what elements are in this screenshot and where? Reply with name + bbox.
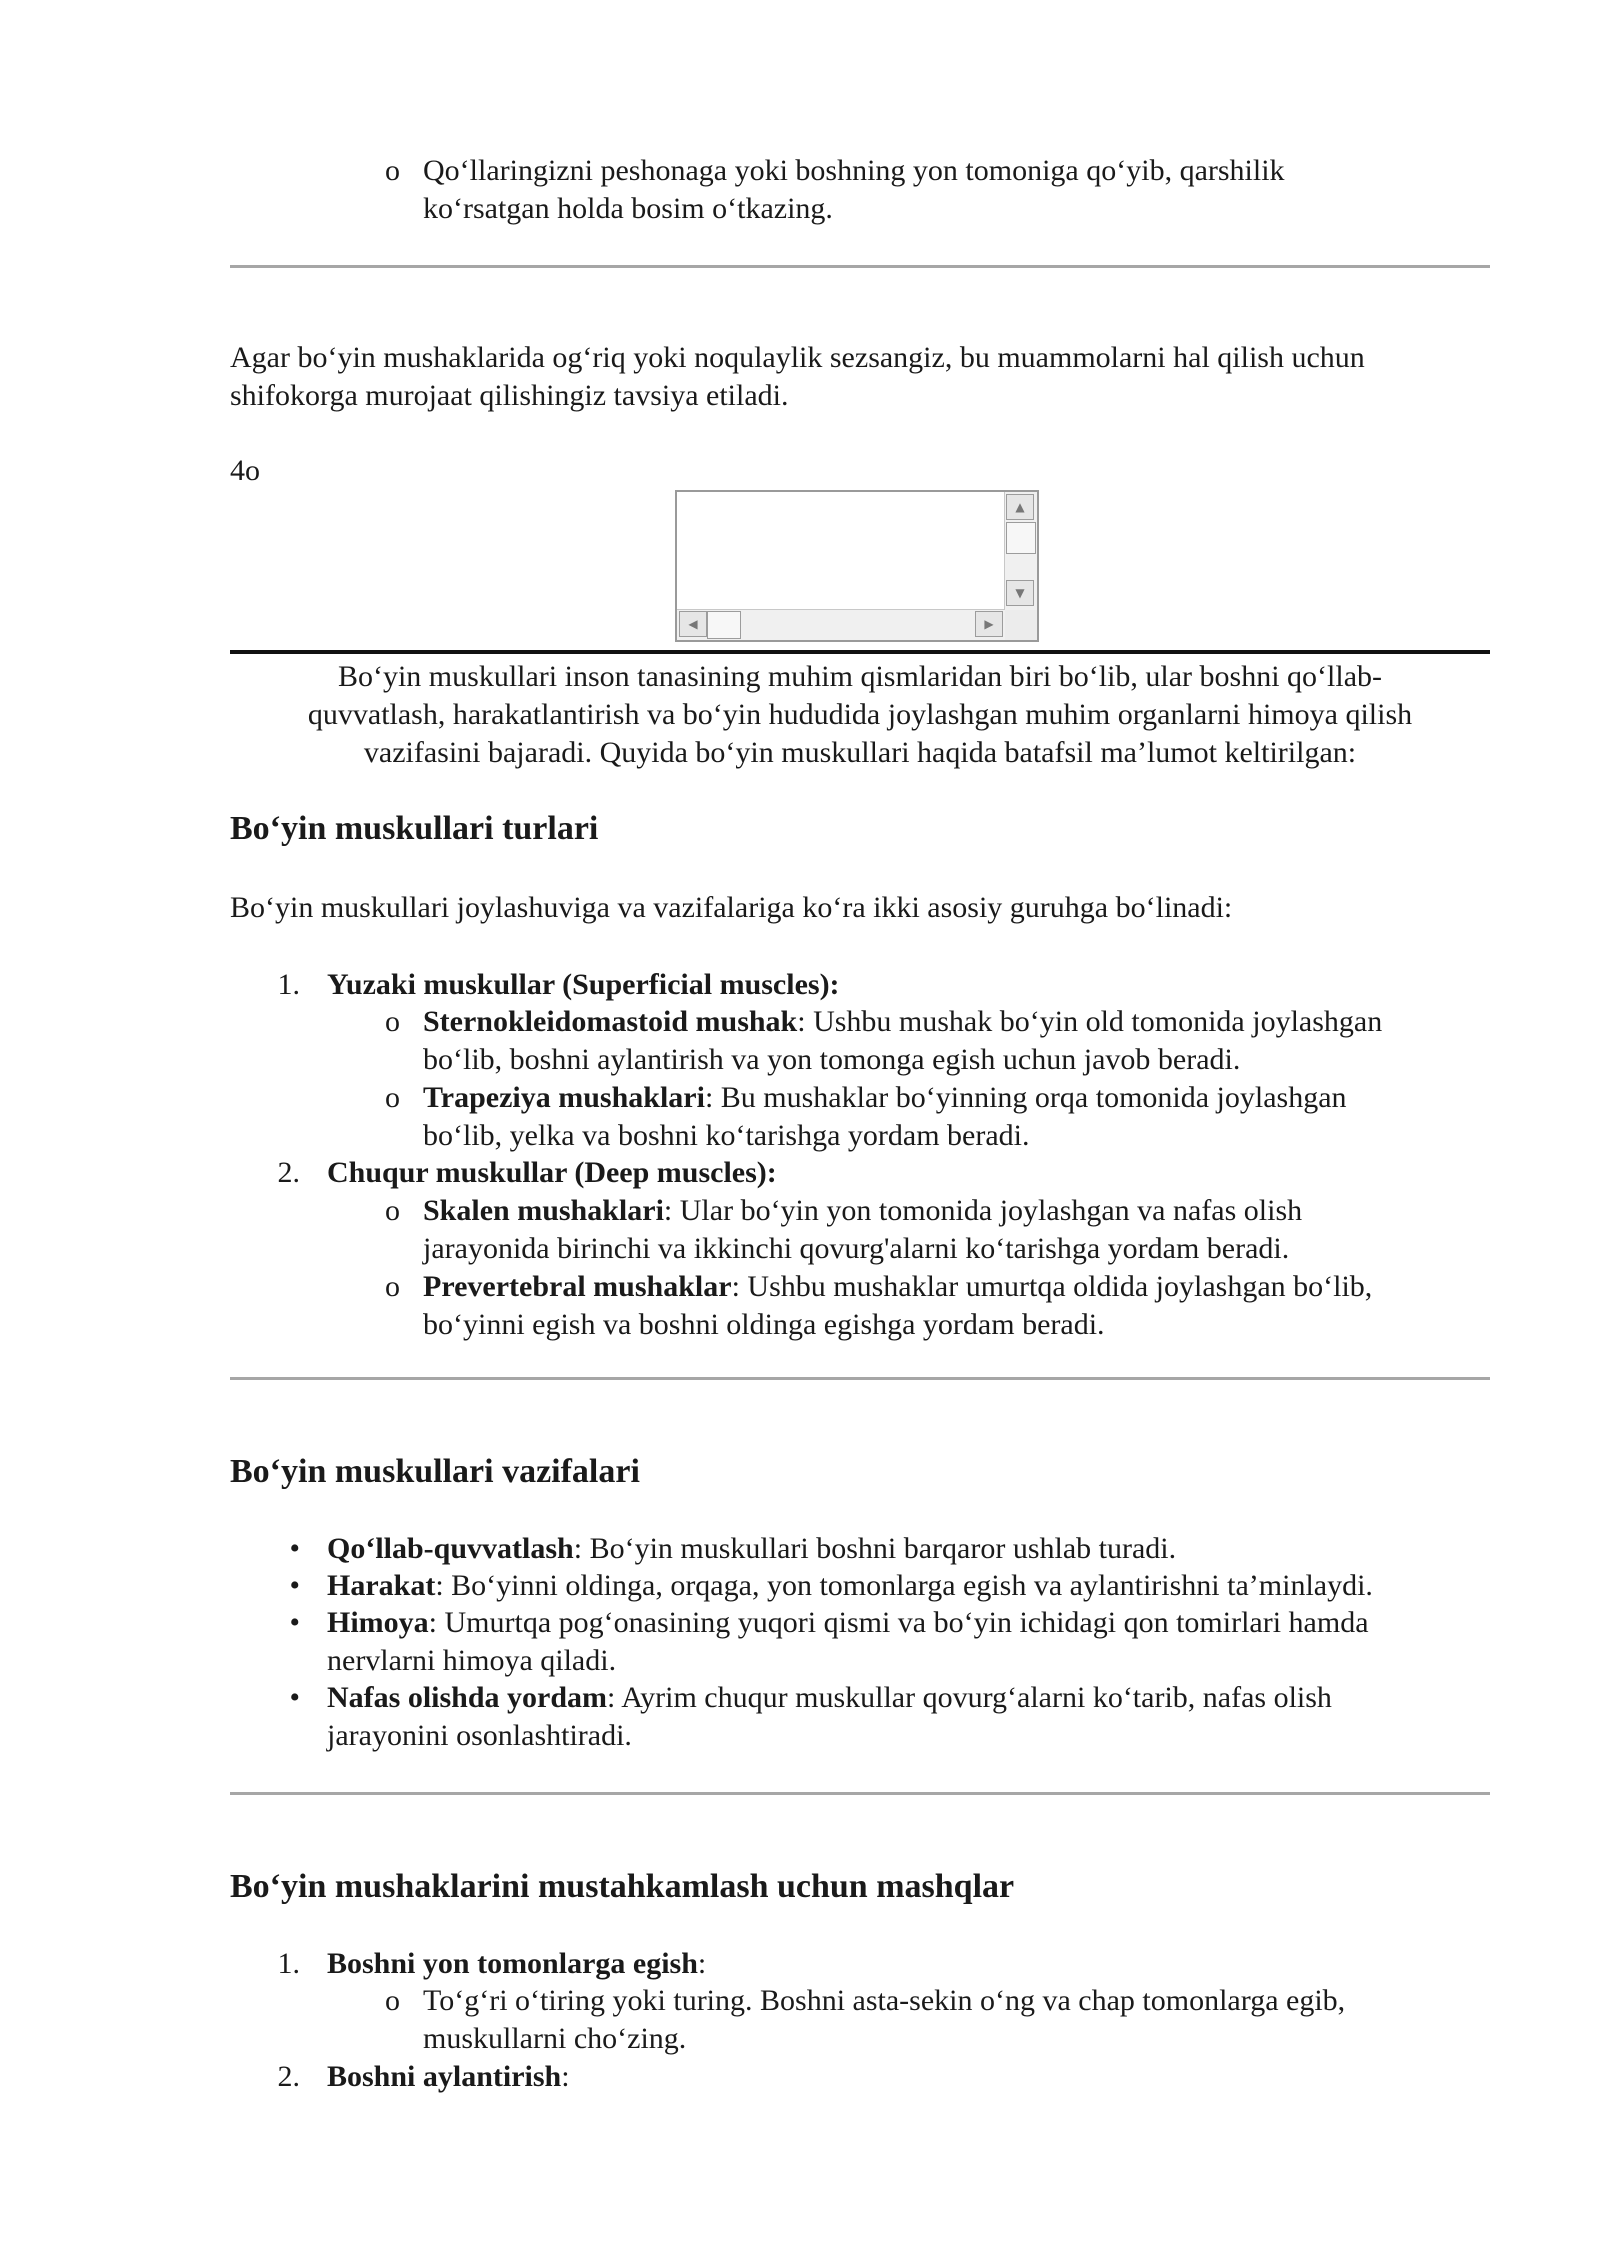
scroll-down-arrow-icon[interactable]: ▼ [1006,580,1034,606]
section-heading: Bo‘yin muskullari turlari [230,810,599,847]
scroll-right-arrow-icon[interactable]: ▶ [975,611,1003,637]
list-number: 2. [277,2060,300,2093]
horizontal-rule [230,1792,1490,1795]
list-number: 1. [277,1947,300,1980]
intro-paragraph [230,658,1490,772]
list-marker: o [385,1270,400,1303]
list-marker: o [385,154,400,187]
vertical-scroll-thumb[interactable] [1006,522,1036,554]
bullet-marker: • [289,1681,300,1714]
embedded-text-box[interactable] [675,490,1039,642]
list-item [327,1567,1490,1605]
text-line: To‘g‘ri o‘tiring yoki turing. Boshni asta-sekin o‘ng va chap tomonlarga egib, [423,1984,1346,2017]
list-marker: o [385,1005,400,1038]
term: Boshni yon tomonlarga egish [327,1947,698,1980]
bullet-marker: • [289,1569,300,1602]
text-line: bo‘lib, boshni aylantirish va yon tomonga egish uchun javob beradi. [423,1043,1241,1076]
list-marker: o [385,1194,400,1227]
list-item [327,1679,1490,1755]
list-item [423,1079,1490,1155]
description: : Bo‘yin muskullari boshni barqaror ushlab turadi. [573,1532,1177,1565]
section-heading: Bo‘yin muskullari vazifalari [230,1453,640,1490]
description: : Ushbu mushak bo‘yin old tomonida joylashgan [797,1005,1383,1038]
text-line: jarayonida birinchi va ikkinchi qovurg'alarni ko‘tarishga yordam beradi. [423,1232,1290,1265]
description: : Bu mushaklar bo‘yinning orqa tomonida joylashgan [704,1081,1347,1114]
scrollbar-corner [1005,610,1037,640]
text-line: Agar bo‘yin mushaklarida og‘riq yoki noqulaylik sezsangiz, bu muammolarni hal qilish uchun [230,341,1365,374]
text-line: quvvatlash, harakatlantirish va bo‘yin hududida joylashgan muhim organlarni himoya qilish [307,698,1413,731]
list-number: 2. [277,1156,300,1189]
list-item [423,1982,1490,2058]
text-line: shifokorga murojaat qilishingiz tavsiya etiladi. [230,379,789,412]
horizontal-rule [230,1377,1490,1380]
text-line: nervlarni himoya qiladi. [327,1644,617,1677]
text-line: jarayonini osonlashtiradi. [327,1719,632,1752]
term: Nafas olishda yordam [327,1681,608,1714]
list-item-text [423,152,1483,228]
list-item-title: Yuzaki muskullar (Superficial muscles): [327,968,840,1001]
horizontal-rule [230,265,1490,268]
description: : Umurtqa pog‘onasining yuqori qismi va bo‘yin ichidagi qon tomirlari hamda [428,1606,1369,1639]
description: : Ular bo‘yin yon tomonida joylashgan va nafas olish [663,1194,1303,1227]
horizontal-scroll-thumb[interactable] [707,611,741,639]
term: Trapeziya mushaklari [423,1081,705,1114]
list-item [423,1268,1490,1344]
list-number: 1. [277,968,300,1001]
text-line: bo‘yinni egish va boshni oldinga egishga yordam beradi. [423,1308,1105,1341]
list-item-title [327,2058,570,2096]
horizontal-rule [230,650,1490,654]
scroll-up-arrow-icon[interactable]: ▲ [1006,494,1034,520]
bullet-marker: • [289,1532,300,1565]
text-line: muskullarni cho‘zing. [423,2022,687,2055]
bullet-marker: • [289,1606,300,1639]
text-line: vazifasini bajaradi. Quyida bo‘yin muskullari haqida batafsil ma’lumot keltirilgan: [363,736,1357,769]
description: : Ushbu mushaklar umurtqa oldida joylashgan bo‘lib, [731,1270,1373,1303]
stray-text: 4o [230,454,260,487]
scroll-left-arrow-icon[interactable]: ◀ [679,611,707,637]
term: Qo‘llab-quvvatlash [327,1532,574,1565]
colon: : [697,1947,707,1980]
text-line: Qo‘llaringizni peshonaga yoki boshning yon tomoniga qo‘yib, qarshilik [423,154,1285,187]
list-marker: o [385,1081,400,1114]
advice-paragraph [230,339,1490,415]
description: : Bo‘yinni oldinga, orqaga, yon tomonlarga egish va aylantirishni ta’minlaydi. [435,1569,1373,1602]
list-item-title [327,1945,706,1983]
term: Skalen mushaklari [423,1194,664,1227]
colon: : [561,2060,570,2093]
section-heading: Bo‘yin mushaklarini mustahkamlash uchun mashqlar [230,1868,1015,1905]
term: Himoya [327,1606,429,1639]
text-line: bo‘lib, yelka va boshni ko‘tarishga yordam beradi. [423,1119,1030,1152]
horizontal-scrollbar[interactable] [677,609,1005,640]
list-item [423,1192,1490,1268]
vertical-scrollbar[interactable] [1004,492,1037,612]
text-line: Bo‘yin muskullari inson tanasining muhim qismlaridan biri bo‘lib, ular boshni qo‘llab- [337,660,1383,693]
text-line: ko‘rsatgan holda bosim o‘tkazing. [423,192,833,225]
list-item-title: Chuqur muskullar (Deep muscles): [327,1156,777,1189]
term: Boshni aylantirish [327,2060,562,2093]
list-marker: o [385,1984,400,2017]
list-item [423,1003,1490,1079]
term: Sternokleidomastoid mushak [423,1005,798,1038]
term: Harakat [327,1569,436,1602]
term: Prevertebral mushaklar [423,1270,732,1303]
list-item [327,1530,1490,1568]
section-lead: Bo‘yin muskullari joylashuviga va vazifalariga ko‘ra ikki asosiy guruhga bo‘linadi: [230,891,1233,924]
description: : Ayrim chuqur muskullar qovurg‘alarni ko‘tarib, nafas olish [607,1681,1332,1714]
list-item [327,1604,1490,1680]
